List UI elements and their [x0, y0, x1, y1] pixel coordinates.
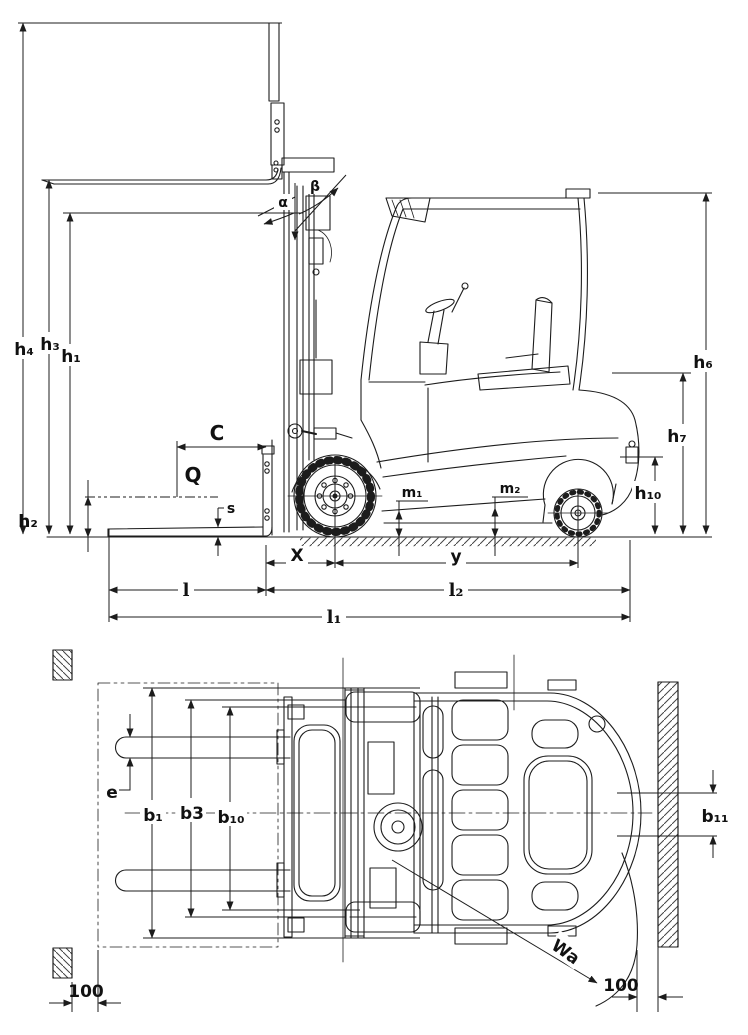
dim-label-h1: h₁ [61, 347, 81, 367]
dim-label-m1: m₁ [401, 485, 423, 501]
dim-label-q: Q [184, 463, 202, 487]
dim-label-beta: β [309, 179, 321, 195]
dim-label-l: l [182, 580, 190, 601]
dim-label-l2: l₂ [448, 580, 464, 601]
dim-label-h7: h₇ [667, 427, 687, 447]
dim-label-b11: b₁₁ [701, 807, 729, 827]
dim-label-b1: b₁ [143, 806, 163, 826]
dim-label-l1: l₁ [326, 607, 342, 628]
dim-label-right-clearance: 100 [603, 976, 639, 996]
dim-label-y: y [450, 547, 462, 567]
raised-fork-carriage [42, 23, 284, 184]
dim-label-b10: b₁₀ [217, 808, 245, 828]
right-wall [658, 682, 678, 947]
tilt-cylinder [288, 424, 352, 439]
left-block-top [53, 650, 72, 680]
left-block-bottom [53, 948, 72, 978]
seat [478, 298, 570, 390]
top-view [49, 650, 732, 1012]
forklift-side-art [42, 23, 639, 546]
dim-label-h6: h₆ [693, 353, 713, 373]
dim-label-m2: m₂ [499, 481, 521, 497]
dim-label-x: X [290, 546, 304, 566]
dim-label-wa: Wa [547, 935, 584, 970]
lowered-fork [108, 440, 274, 536]
dim-label-h10: h₁₀ [634, 484, 662, 504]
dim-label-h4: h₄ [14, 340, 34, 360]
dim-label-left-clearance: 100 [68, 982, 104, 1002]
dim-label-h3: h₃ [40, 335, 60, 355]
dim-label-s: s [226, 501, 236, 517]
overhead-guard [361, 189, 590, 390]
body [292, 372, 639, 523]
dim-label-e: e [106, 783, 118, 803]
side-view [12, 23, 716, 628]
dim-label-alpha: α [278, 195, 288, 211]
dim-label-c: C [209, 421, 225, 445]
steering-column [420, 283, 468, 374]
ground [47, 537, 598, 546]
dim-label-h2: h₂ [18, 512, 38, 532]
chassis-top [414, 672, 641, 944]
dim-label-b3: b3 [180, 804, 204, 824]
